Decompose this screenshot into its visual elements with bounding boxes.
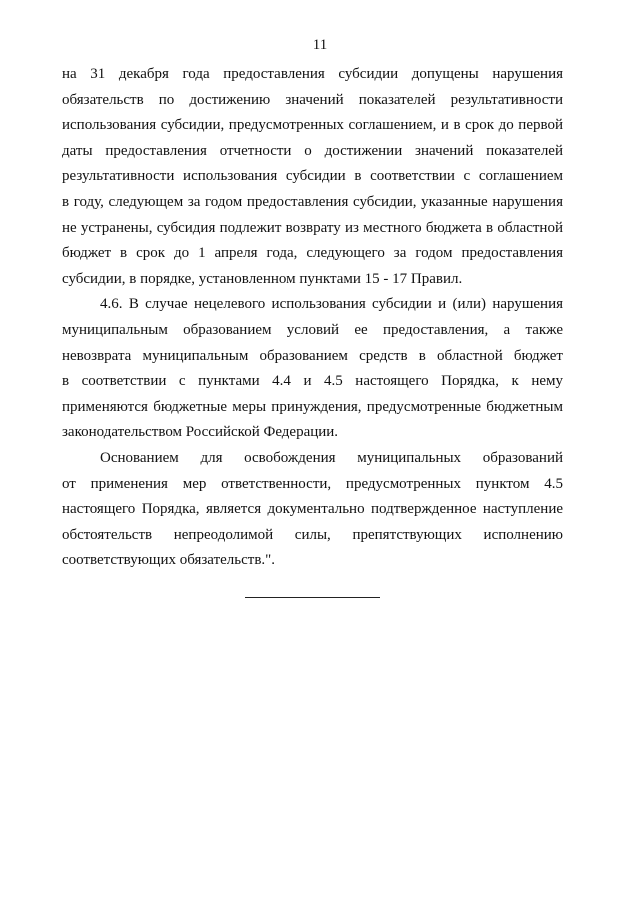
text-line: в соответствии с пунктами 4.4 и 4.5 настоящего Порядка, к нему (62, 373, 563, 390)
text-line: соответствующих обязательств.". (62, 552, 276, 569)
text-line: в году, следующем за годом предоставления субсидии, указанные нарушения (62, 193, 563, 210)
text-line: Основанием для освобождения муниципальных образований (100, 449, 563, 466)
text-line: настоящего Порядка, является документально подтвержденное наступление (62, 501, 563, 518)
text-line: законодательством Российской Федерации. (62, 424, 339, 441)
paragraph-4-6 (62, 292, 563, 446)
paragraph-exemption (62, 446, 563, 574)
text-line: от применения мер ответственности, предусмотренных пунктом 4.5 (62, 475, 563, 492)
text-line: муниципальным образованием условий ее предоставления, а также (62, 321, 563, 338)
text-line: даты предоставления отчетности о достижении значений показателей (62, 142, 563, 159)
text-line: не устранены, субсидия подлежит возврату из местного бюджета в областной (62, 219, 563, 236)
text-line: применяются бюджетные меры принуждения, предусмотренные бюджетным (62, 398, 563, 415)
document-body (62, 62, 563, 574)
text-line: на 31 декабря года предоставления субсидии допущены нарушения (62, 66, 563, 82)
separator-line (245, 597, 380, 598)
page-number: 11 (312, 37, 328, 53)
text-line: обязательств по достижению значений показателей результативности (62, 91, 563, 108)
text-line: обстоятельств непреодолимой силы, препятствующих исполнению (62, 526, 563, 543)
text-line: использования субсидии, предусмотренных соглашением, и в срок до первой (62, 117, 563, 134)
text-line: субсидии, в порядке, установленном пунктами 15 - 17 Правил. (62, 270, 463, 287)
text-line: результативности использования субсидии в соответствии с соглашением (62, 168, 563, 185)
text-line: бюджет в срок до 1 апреля года, следующего за годом предоставления (62, 245, 563, 262)
text-line: 4.6. В случае нецелевого использования субсидии и (или) нарушения (100, 296, 563, 313)
paragraph-continuation (62, 62, 563, 292)
text-line: невозврата муниципальным образованием средств в областной бюджет (62, 347, 563, 364)
